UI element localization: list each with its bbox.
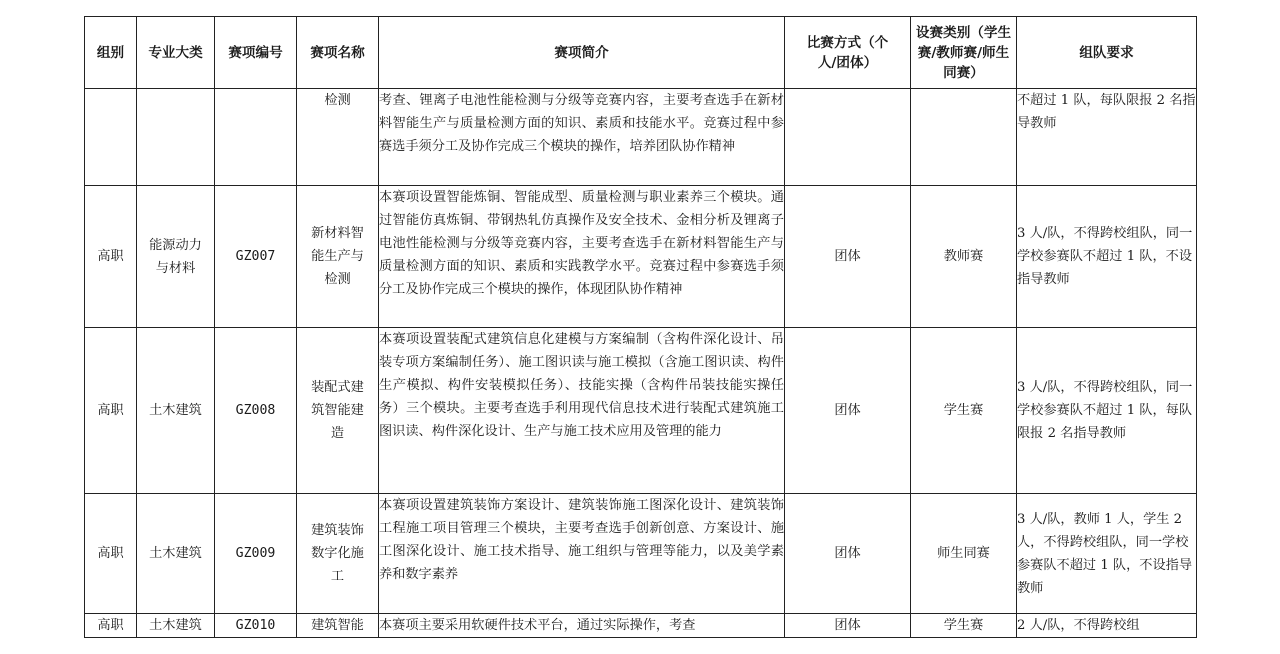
cell-category <box>137 89 215 186</box>
cell-summary: 考查、锂离子电池性能检测与分级等竞赛内容，主要考查选手在新材料智能生产与质量检测方面的知识、素质和技能水平。竞赛过程中参赛选手须分工及协作完成三个模块的操作，培养团队协作精神 <box>379 89 785 186</box>
header-type <box>911 17 1017 89</box>
cell-group <box>85 89 137 186</box>
header-type-text: 设赛类别（学生赛/教师赛/师生同赛） <box>915 24 1012 81</box>
table-row <box>85 328 1197 494</box>
cell-summary: 本赛项设置装配式建筑信息化建模与方案编制（含构件深化设计、吊装专项方案编制任务）、施工图识读与施工模拟（含施工图识读、构件生产模拟、构件安装模拟任务）、技能实操（含构件吊装技能实操任务）三个模块。主要考查选手利用现代信息技术进行装配式建筑施工图识读、构件深化设计、生产与施工技术应用及管理的能力 <box>379 328 785 494</box>
cell-type: 教师赛 <box>911 186 1017 328</box>
cell-summary: 本赛项设置智能炼铜、智能成型、质量检测与职业素养三个模块。通过智能仿真炼铜、带钢热轧仿真操作及安全技术、金相分析及锂离子电池性能检测与分级等竞赛内容，主要考查选手在新材料智能生产与质量检测方面的知识、素质和实践教学水平。竞赛过程中参赛选手须分工及协作完成三个模块的操作，体现团队协作精神 <box>379 186 785 328</box>
header-mode <box>785 17 911 89</box>
cell-mode: 团体 <box>785 614 911 638</box>
cell-team: 3 人/队，不得跨校组队，同一学校参赛队不超过 1 队，每队限报 2 名指导教师 <box>1017 328 1197 494</box>
cell-name: 检测 <box>297 89 379 186</box>
cell-type: 学生赛 <box>911 614 1017 638</box>
cell-name-text: 装配式建筑智能建造 <box>311 380 364 441</box>
cell-category: 土木建筑 <box>137 494 215 614</box>
cell-code: GZ007 <box>215 186 297 328</box>
cell-code: GZ009 <box>215 494 297 614</box>
cell-category <box>137 186 215 328</box>
cell-name <box>297 328 379 494</box>
header-team: 组队要求 <box>1017 17 1197 89</box>
cell-category: 土木建筑 <box>137 614 215 638</box>
header-category: 专业大类 <box>137 17 215 89</box>
cell-code <box>215 89 297 186</box>
cell-team: 不超过 1 队，每队限报 2 名指导教师 <box>1017 89 1197 186</box>
cell-team: 3 人/队，教师 1 人，学生 2 人，不得跨校组队，同一学校参赛队不超过 1 队，不设指导教师 <box>1017 494 1197 614</box>
cell-group: 高职 <box>85 186 137 328</box>
header-code: 赛项编号 <box>215 17 297 89</box>
cell-type: 师生同赛 <box>911 494 1017 614</box>
cell-name-text: 新材料智能生产与检测 <box>311 226 364 287</box>
cell-name-text: 建筑装饰数字化施工 <box>311 523 364 584</box>
cell-name: 建筑智能 <box>297 614 379 638</box>
competition-table <box>84 16 1197 638</box>
cell-mode: 团体 <box>785 186 911 328</box>
header-summary: 赛项简介 <box>379 17 785 89</box>
cell-category-text: 能源动力与材料 <box>149 237 202 276</box>
header-group: 组别 <box>85 17 137 89</box>
cell-group: 高职 <box>85 328 137 494</box>
cell-team: 3 人/队，不得跨校组队，同一学校参赛队不超过 1 队，不设指导教师 <box>1017 186 1197 328</box>
header-name: 赛项名称 <box>297 17 379 89</box>
table-row <box>85 186 1197 328</box>
cell-team: 2 人/队，不得跨校组 <box>1017 614 1197 638</box>
table-header-row <box>85 17 1197 89</box>
cell-mode: 团体 <box>785 494 911 614</box>
header-mode-text: 比赛方式（个人/团体） <box>806 34 889 71</box>
cell-mode <box>785 89 911 186</box>
cell-name <box>297 186 379 328</box>
cell-group: 高职 <box>85 614 137 638</box>
cell-mode: 团体 <box>785 328 911 494</box>
cell-summary: 本赛项主要采用软硬件技术平台，通过实际操作，考查 <box>379 614 785 638</box>
cell-name <box>297 494 379 614</box>
table-row <box>85 89 1197 186</box>
table-row <box>85 494 1197 614</box>
cell-code: GZ008 <box>215 328 297 494</box>
cell-type <box>911 89 1017 186</box>
cell-code: GZ010 <box>215 614 297 638</box>
cell-category: 土木建筑 <box>137 328 215 494</box>
table-row <box>85 614 1197 638</box>
cell-type: 学生赛 <box>911 328 1017 494</box>
cell-summary: 本赛项设置建筑装饰方案设计、建筑装饰施工图深化设计、建筑装饰工程施工项目管理三个模块，主要考查选手创新创意、方案设计、施工图深化设计、施工技术指导、施工组织与管理等能力，以及美学素养和数字素养 <box>379 494 785 614</box>
cell-group: 高职 <box>85 494 137 614</box>
